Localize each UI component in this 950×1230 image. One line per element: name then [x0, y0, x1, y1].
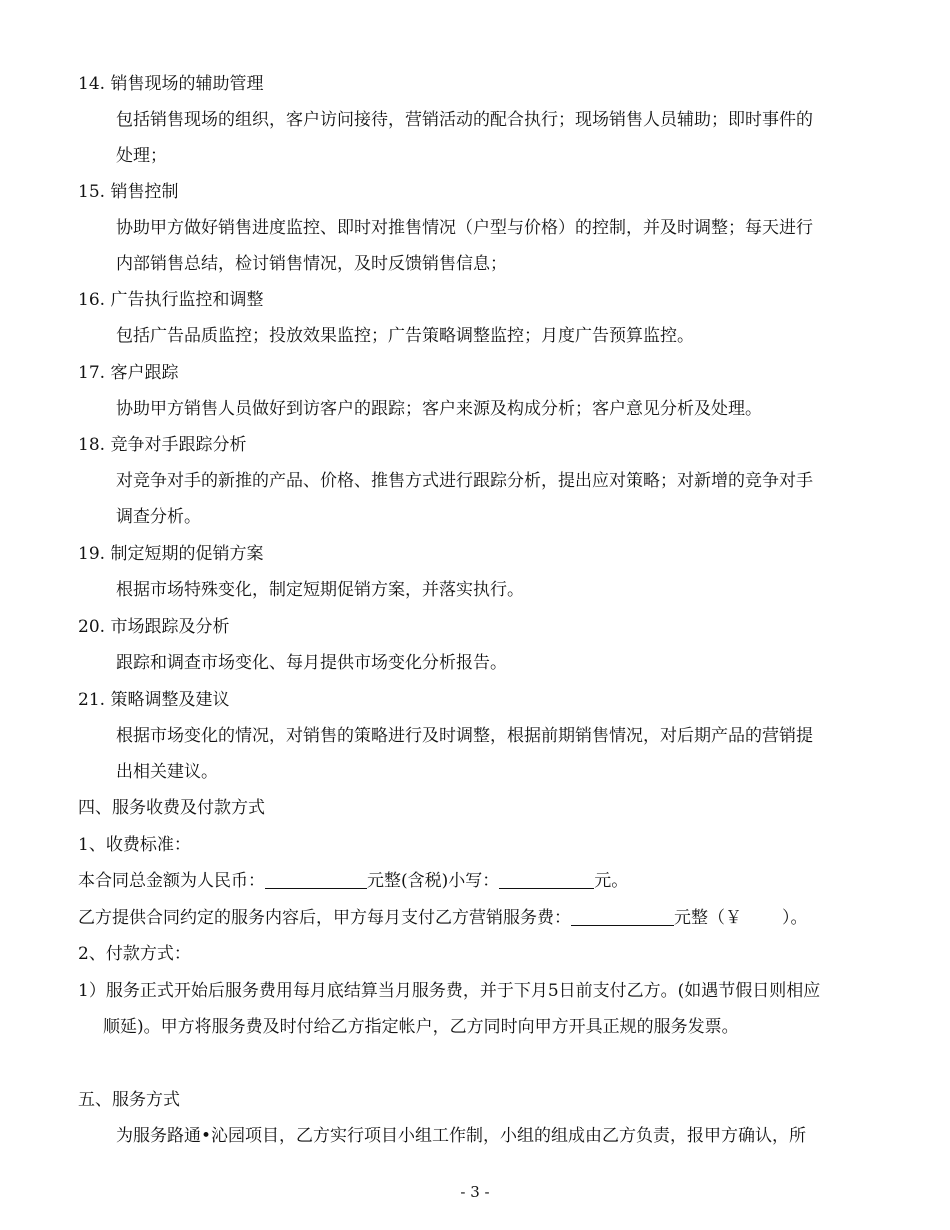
- item-18-line-1: 对竞争对手的新推的产品、价格、推售方式进行跟踪分析，提出应对策略；对新增的竞争对手: [116, 471, 813, 491]
- total-amount-mid: 元整(含税)小写：: [367, 871, 500, 891]
- section-5-line-1: 为服务路通•沁园项目，乙方实行项目小组工作制，小组的组成由乙方负责，报甲方确认，所: [116, 1126, 807, 1146]
- item-15-line-1: 协助甲方做好销售进度监控、即时对推售情况（户型与价格）的控制，并及时调整；每天进行: [116, 218, 813, 238]
- item-14-line-1: 包括销售现场的组织，客户访问接待，营销活动的配合执行；现场销售人员辅助；即时事件的: [116, 110, 813, 130]
- monthly-fee-mid: 元整（￥: [674, 908, 742, 928]
- total-amount-blank: [265, 872, 367, 889]
- item-19-title: 19. 制定短期的促销方案: [78, 544, 264, 564]
- item-21-title: 21. 策略调整及建议: [78, 690, 230, 710]
- item-17-line-1: 协助甲方销售人员做好到访客户的跟踪；客户来源及构成分析；客户意见分析及处理。: [116, 399, 762, 419]
- payment-clause-line-1: 1）服务正式开始后服务费用每月底结算当月服务费，并于下月5日前支付乙方。(如遇节假日则相应: [78, 981, 821, 1001]
- total-amount-line: [78, 871, 628, 891]
- monthly-fee-suffix: ）。: [782, 908, 808, 928]
- monthly-fee-prefix: 乙方提供合同约定的服务内容后，甲方每月支付乙方营销服务费：: [78, 908, 571, 928]
- item-21-line-1: 根据市场变化的情况，对销售的策略进行及时调整，根据前期销售情况，对后期产品的营销提: [116, 726, 813, 746]
- item-18-title: 18. 竞争对手跟踪分析: [78, 435, 247, 455]
- total-amount-suffix: 元。: [594, 871, 629, 891]
- monthly-fee-blank: [571, 909, 674, 926]
- item-16-title: 16. 广告执行监控和调整: [78, 290, 264, 310]
- item-14-title: 14. 销售现场的辅助管理: [78, 74, 264, 94]
- item-16-line-1: 包括广告品质监控；投放效果监控；广告策略调整监控；月度广告预算监控。: [116, 326, 694, 346]
- total-amount-prefix: 本合同总金额为人民币：: [78, 871, 265, 891]
- item-17-title: 17. 客户跟踪: [78, 363, 179, 383]
- total-amount-lowercase-blank: [499, 872, 594, 889]
- item-15-line-2: 内部销售总结，检讨销售情况，及时反馈销售信息；: [116, 254, 507, 274]
- payment-clause-line-2: 顺延)。甲方将服务费及时付给乙方指定帐户，乙方同时向甲方开具正规的服务发票。: [103, 1017, 739, 1037]
- item-18-line-2: 调查分析。: [116, 507, 201, 527]
- page-number: - 3 -: [460, 1183, 490, 1201]
- item-20-title: 20. 市场跟踪及分析: [78, 617, 230, 637]
- item-14-line-2: 处理；: [116, 146, 167, 166]
- item-19-line-1: 根据市场特殊变化，制定短期促销方案，并落实执行。: [116, 580, 524, 600]
- item-15-title: 15. 销售控制: [78, 182, 179, 202]
- item-21-line-2: 出相关建议。: [116, 762, 218, 782]
- item-20-line-1: 跟踪和调查市场变化、每月提供市场变化分析报告。: [116, 653, 507, 673]
- monthly-fee-line: [78, 908, 808, 928]
- payment-method-label: 2、付款方式：: [78, 944, 191, 964]
- section-4-heading: 四、服务收费及付款方式: [78, 798, 265, 818]
- section-5-heading: 五、服务方式: [78, 1090, 180, 1110]
- fee-standard-label: 1、收费标准：: [78, 835, 191, 855]
